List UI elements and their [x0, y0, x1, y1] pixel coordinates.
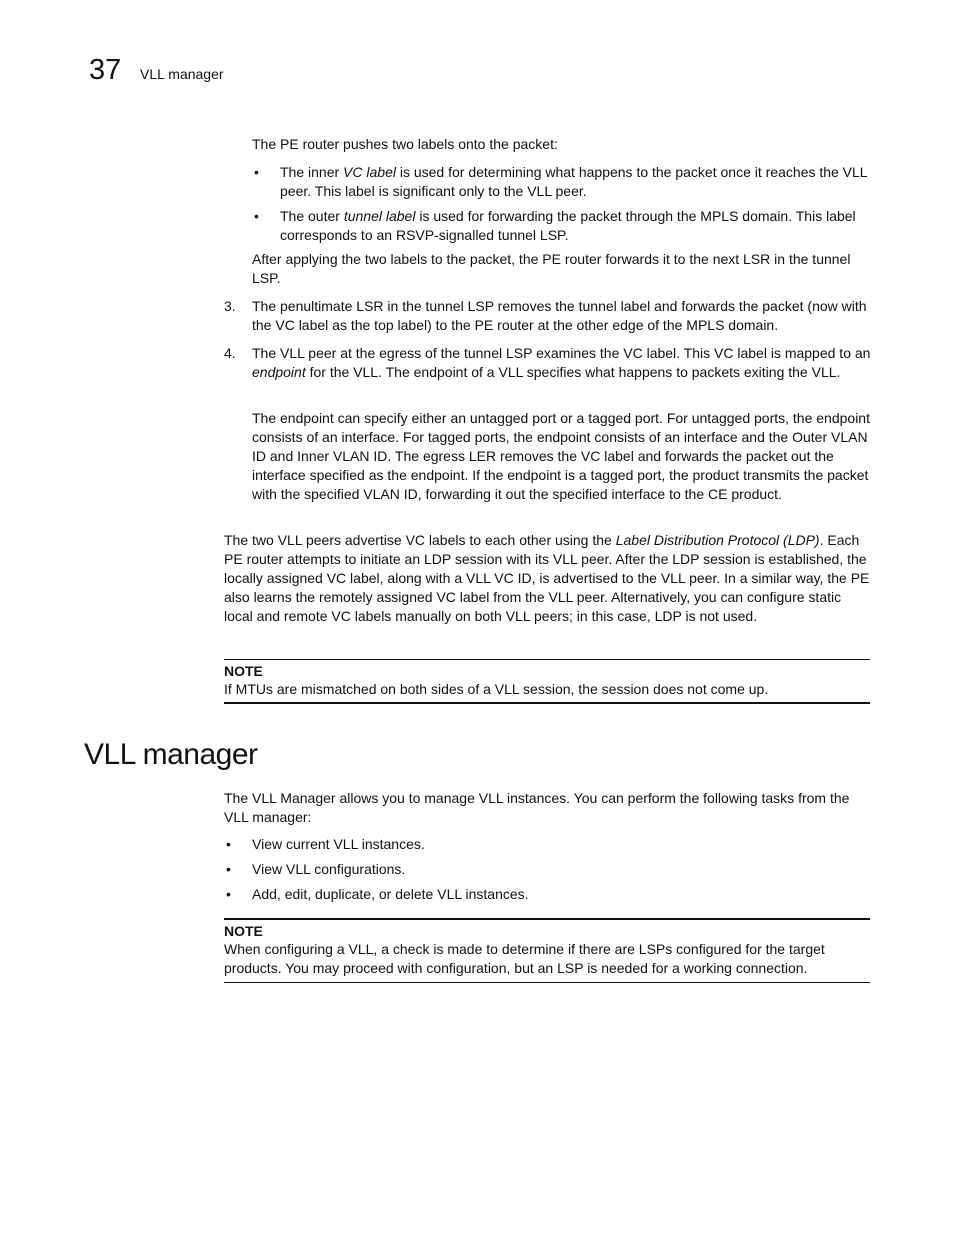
step-4-text: The VLL peer at the egress of the tunnel LSP examines the VC label. This VC label is mapped to an endpoint for the VLL. The endpoint of a VLL specifies what happens to packets exiting the VLL. [252, 345, 871, 380]
term-tunnel-label: tunnel label [343, 208, 416, 224]
note-top-rule [224, 659, 870, 660]
section-intro: The VLL Manager allows you to manage VLL instances. You can perform the following tasks from the VLL manager: [224, 790, 850, 825]
term-vc-label: VC label [343, 164, 396, 180]
list-item-vc-label: The inner VC label is used for determining what happens to the packet once it reaches the VLL peer. This label is significant only to the VLL peer. [280, 164, 868, 199]
note-bottom-rule [224, 702, 870, 704]
section-heading: VLL manager [84, 738, 258, 771]
note-text: When configuring a VLL, a check is made to determine if there are LSPs configured for the target products. You may proceed with configuration, but an LSP is needed for a working connection. [224, 941, 825, 976]
note-top-rule [224, 918, 870, 920]
bullet-icon: • [254, 208, 259, 224]
after-labels-paragraph: After applying the two labels to the packet, the PE router forwards it to the next LSR in the tunnel LSP. [252, 251, 851, 286]
step-3-text: The penultimate LSR in the tunnel LSP removes the tunnel label and forwards the packet (now with the VC label as the top label) to the PE router at the other edge of the MPLS domain. [252, 298, 867, 333]
bullet-icon: • [226, 836, 231, 852]
bullet-icon: • [226, 886, 231, 902]
list-item: Add, edit, duplicate, or delete VLL instances. [252, 886, 529, 902]
bullet-icon: • [254, 164, 259, 180]
step-number: 3. [224, 298, 236, 314]
chapter-number: 37 [89, 54, 122, 86]
ldp-paragraph: The two VLL peers advertise VC labels to each other using the Label Distribution Protocol (LDP). Each PE router attempts to initiate an LDP session with its VLL peer. After the LDP session is established, the locally assigned VC label, along with a VLL VC ID, is advertised to the VLL peer. In a similar way, the PE also learns the remotely assigned VC label from the VLL peer. Alternatively, you can configure static local and remote VC labels manually on both VLL peers; in this case, LDP is not used. [224, 532, 870, 624]
term-endpoint: endpoint [252, 364, 306, 380]
note-label: NOTE [224, 923, 263, 939]
note-label: NOTE [224, 663, 263, 679]
term-ldp: Label Distribution Protocol (LDP) [615, 532, 820, 548]
note-text: If MTUs are mismatched on both sides of a VLL session, the session does not come up. [224, 681, 769, 697]
list-item-tunnel-label: The outer tunnel label is used for forwarding the packet through the MPLS domain. This label corresponds to an RSVP-signalled tunnel LSP. [280, 208, 856, 243]
intro-paragraph: The PE router pushes two labels onto the packet: [252, 136, 558, 152]
list-item: View current VLL instances. [252, 836, 425, 852]
step-number: 4. [224, 345, 236, 361]
list-item: View VLL configurations. [252, 861, 406, 877]
chapter-title: VLL manager [140, 66, 224, 82]
bullet-icon: • [226, 861, 231, 877]
endpoint-paragraph: The endpoint can specify either an untagged port or a tagged port. For untagged ports, the endpoint consists of an interface. For tagged ports, the endpoint consists of an interface and the Outer VLAN ID and Inner VLAN ID. The egress LER removes the VC label and forwards the packet out the interface specified as the endpoint. If the endpoint is a tagged port, the product transmits the packet with the specified VLAN ID, forwarding it out the specified interface to the CE product. [252, 410, 870, 502]
note-bottom-rule [224, 982, 870, 983]
